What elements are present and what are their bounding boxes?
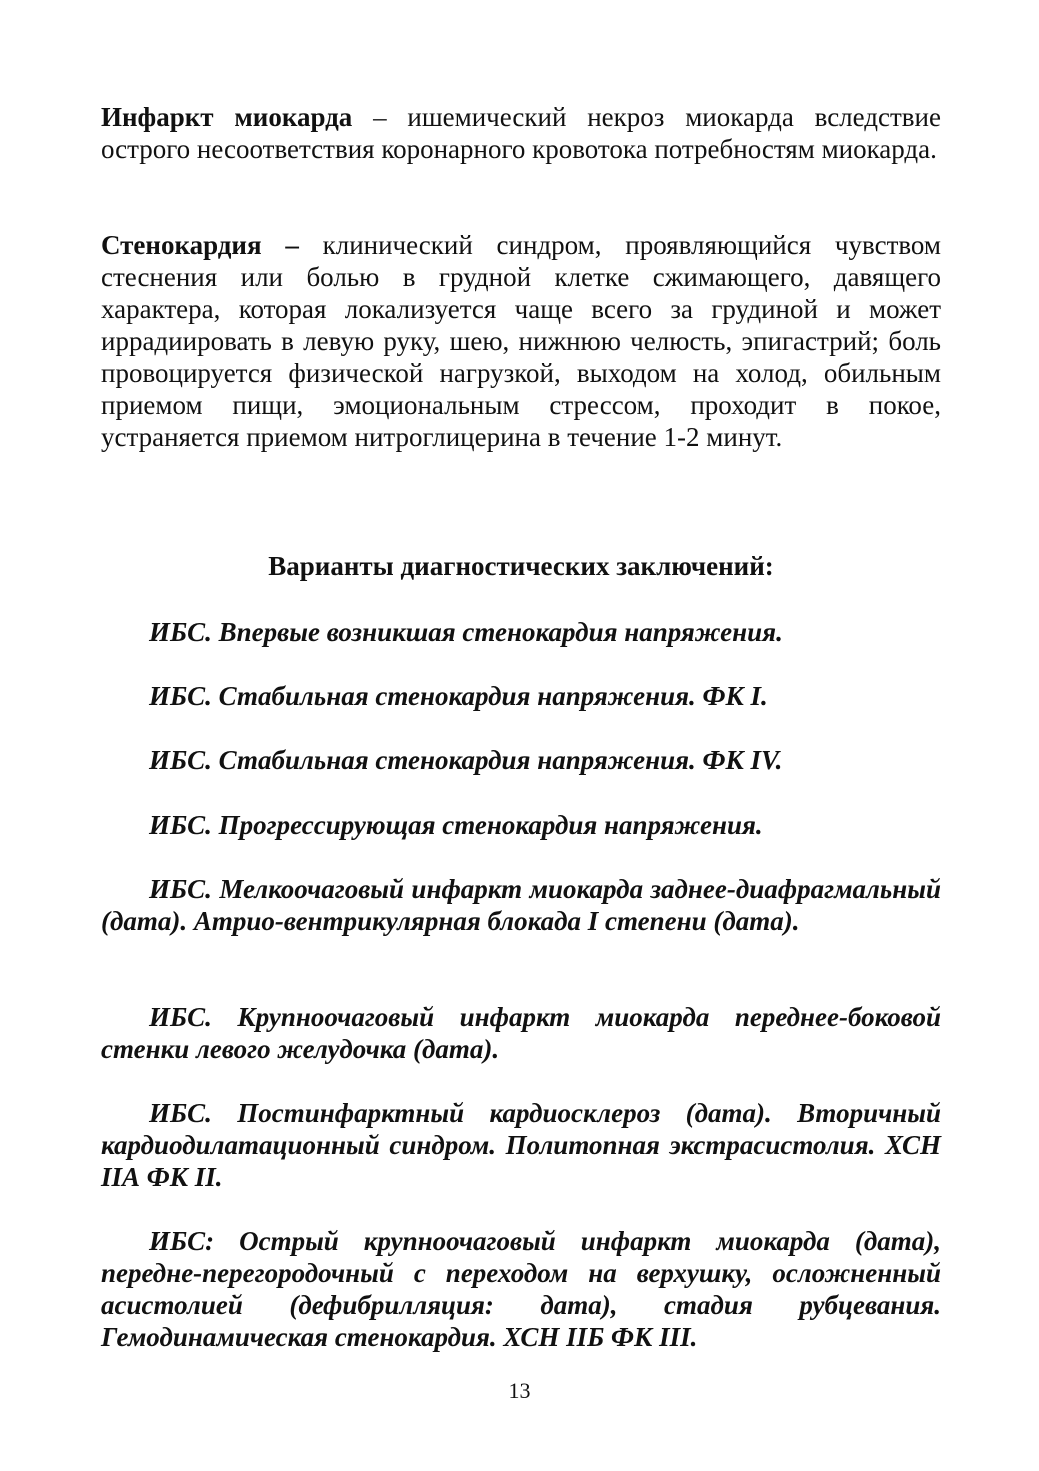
definition-term: Инфаркт миокарда [101,102,353,132]
diagnosis-item: ИБС. Крупноочаговый инфаркт миокарда переднее-боковой стенки левого желудочка (дата). [101,1002,941,1064]
diagnosis-item: ИБС: Острый крупноочаговый инфаркт миокарда (дата), передне-перегородочный с переходом на верхушку, осложненный асистолией (дефибрилляция: дата), стадия рубцевания. Гемодинамическая стенокардия. ХСН IIБ ФК III. [101,1226,941,1352]
definition-angina [101,229,941,453]
definition-myocardial-infarction [101,101,941,165]
definition-text: – ишемический некроз миокарда вследствие острого несоответствия коронарного кровотока потребностям миокарда. [101,102,941,164]
definition-term: Стенокардия – [101,230,299,260]
diagnosis-item: ИБС. Постинфарктный кардиосклероз (дата). Вторичный кардиодилатационный синдром. Политопная экстрасистолия. ХСН IIА ФК II. [101,1098,941,1192]
page-number: 13 [508,1378,531,1403]
diagnosis-item: ИБС. Стабильная стенокардия напряжения. ФК IV. [149,745,783,775]
diagnosis-item: ИБС. Мелкоочаговый инфаркт миокарда заднее-диафрагмальный (дата). Атрио-вентрикулярная блокада I степени (дата). [101,874,941,936]
diagnosis-item: ИБС. Впервые возникшая стенокардия напряжения. [149,617,783,647]
diagnosis-item: ИБС. Прогрессирующая стенокардия напряжения. [149,810,763,840]
diagnosis-item: ИБС. Стабильная стенокардия напряжения. ФК I. [149,681,768,711]
section-heading: Варианты диагностических заключений: [268,551,774,581]
definition-text: клинический синдром, проявляющийся чувством стеснения или болью в грудной клетке сжимающего, давящего характера, которая локализуется чаще всего за грудиной и может иррадиировать в левую руку, шею, нижнюю челюсть, эпигастрий; боль провоцируется физической нагрузкой, выходом на холод, обильным приемом пищи, эмоциональным стрессом, проходит в покое, устраняется приемом нитроглицерина в течение 1-2 минут. [101,230,941,452]
